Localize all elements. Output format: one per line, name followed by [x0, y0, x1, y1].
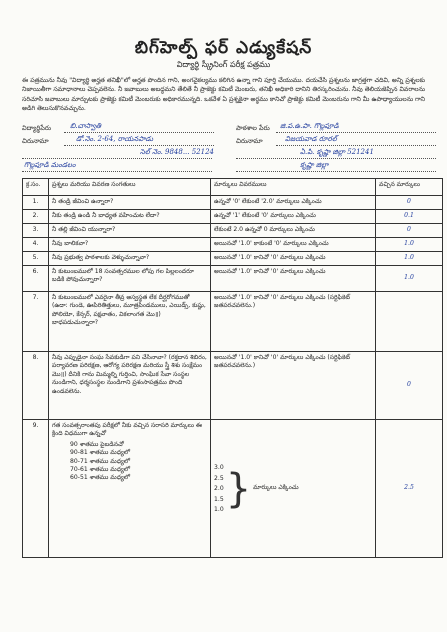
table-row [23, 292, 443, 352]
row-number: 3. [23, 224, 49, 238]
row-marks-detail: అయినచో '1.0' కాకుంటే '0' మార్కులు ఎక్కించు [211, 238, 376, 252]
grade-band-range: 70-61 శాతము మధ్యలో [70, 466, 131, 474]
header-score: వచ్చిన మార్కులు [376, 179, 443, 196]
table-row [23, 420, 443, 558]
address-underline [64, 145, 214, 146]
address2-label: చిరునామా [236, 137, 263, 145]
row-number: 9. [23, 420, 49, 558]
row-marks-detail-grades [211, 420, 376, 558]
table-row [23, 210, 443, 224]
address-line4-underline [22, 171, 212, 172]
grade-band-marks: 1.5 [214, 495, 224, 503]
row-question: నీ కుటుంబములో ఎవరైనా తీవ్ర అస్వస్థత లేక దీర్ఘరోగముతో (ఉదా: గుండె, ఊపిరితిత్తులు, మూత్రపిండములు, ఎయిడ్స్, కుష్టు, పోలియో, కేన్సర్, పక్షవాతం, వికలాంగత మొ॥) బాధపడుచున్నారా? [49, 292, 211, 352]
grade-band-range: 90 శాతము పైబడినచో [70, 440, 124, 448]
table-row [23, 352, 443, 420]
name-label: విద్యార్థిపేరు [22, 124, 51, 132]
row-number: 8. [23, 352, 49, 420]
row-question: నీవు బాలికవా? [49, 238, 211, 252]
address-line3-left: సెల్ నెం. 9848... 52124 [140, 148, 214, 156]
table-row [23, 196, 443, 210]
row-score[interactable] [376, 292, 443, 352]
row-marks-detail: లేకుంటే 2.0 ఉన్నచో 0 మార్కులు ఎక్కించు [211, 224, 376, 238]
grade-band-marks: 2.5 [214, 474, 224, 482]
row-number: 6. [23, 266, 49, 292]
address2-underline [276, 145, 436, 146]
grade-scale [214, 462, 372, 514]
row-question: నీవు ప్రభుత్వ పాఠశాలకు వెళ్ళుచున్నావా? [49, 252, 211, 266]
form-subtitle: విద్యార్థి స్క్రీనింగ్ పరీక్ష పత్రము [176, 60, 271, 69]
row-marks-detail: అయినచో '1.0' కానిచో '0' మార్కులు ఎక్కించు (సర్టిఫికెట్ జతపరచవలెను.) [211, 292, 376, 352]
form-title: బిగ్‌హెల్ప్ ఫర్ ఎడ్యుకేషన్ [134, 38, 313, 58]
row-number: 7. [23, 292, 49, 352]
row-question: నీ కుటుంబములో 18 సంవత్సరముల లోపు గల పిల్లలందరూ బడికి పోవుచున్నారా? [49, 266, 211, 292]
row-question: నీ తండ్రి జీవించి ఉన్నారా? [49, 196, 211, 210]
address-line3b-underline [236, 158, 436, 159]
header-serial: క్ర.సం. [23, 179, 49, 196]
address-line3-right: ఏ.పి. కృష్ణా జిల్లా 521241 [300, 148, 374, 156]
address-line4b-underline [236, 171, 436, 172]
row-score[interactable]: 0 [376, 352, 443, 420]
instructions-paragraph: ఈ పత్రమును నీవు "విద్యార్థి అర్హత తనిఖీ"లో అర్హత పొందిన గాని, అంగవైకల్యము కలిగిన ఉన్నా గాని పూర్తి చేయుము. దయచేసి ప్రశ్నలను జాగ్రత్తగా చదివి, అన్ని ప్రశ్నలకు నిజాయితీగా సమాధానాలు చెప్పవలెను. నీ జవాబులు అబద్ధమని తేలితే నీ ప్రాజెక్టు కమిటీ మెంబరు, తనిఖీ అధికారి దానిని తిరస్కరించును. నీవు తెలియజెప్పిన వివరాలను సరిచూసి జవాబులు మార్చుటకు ప్రాజెక్టు కమిటీ మెంబరుకు అధికారమున్నది. ఒకవేళ ఏ ప్రశ్నకైనా అర్థము కానిచో ప్రాజెక్టు కమిటీ మెంబరును గాని మీ ఉపాధ్యాయులను గాని అడిగి తెలుసుకొనవచ్చును. [22, 77, 425, 112]
screening-table [22, 178, 443, 558]
row-marks-detail: అయినచో '1.0' కానిచో '0' మార్కులు ఎక్కించు [211, 252, 376, 266]
address-line4-left: గొల్లపూడి మండలం [24, 161, 76, 169]
name-value: బి.చాస్వాతి [70, 122, 102, 130]
brace-symbol: } [225, 465, 252, 512]
row-marks-detail: అయినచో '1.0' కానిచో '0' మార్కులు ఎక్కించు [211, 266, 376, 292]
row-score[interactable]: 0 [376, 196, 443, 210]
row-number: 1. [23, 196, 49, 210]
header-question: ప్రశ్నలు మరియు వివరణ సంగతులు [49, 179, 211, 196]
row-score[interactable]: 1.0 [376, 266, 443, 292]
address-value: డో.నెం. 2-64, రాయనపాడు [76, 135, 154, 143]
grade-band-range: 90-81 శాతము మధ్యలో [70, 449, 131, 457]
table-header-row [23, 179, 443, 196]
row-number: 2. [23, 210, 49, 224]
address-line4-right: కృష్ణా జిల్లా [300, 161, 329, 169]
grade-band-range: 80-71 శాతము మధ్యలో [70, 457, 131, 465]
grade-band-marks: 1.0 [214, 506, 224, 514]
row-marks-detail: ఉన్నచో '0' లేకుంటే '2.0' మార్కులు ఎక్కించు [211, 196, 376, 210]
table-row [23, 252, 443, 266]
name-underline [64, 132, 214, 133]
table-row [23, 238, 443, 252]
row-score[interactable]: 2.5 [376, 420, 443, 558]
table-row [23, 266, 443, 292]
row-question: గత సంవత్సరాంతపు పరీక్షలో నీకు వచ్చిన సరాసరి మార్కులు ఈ క్రింది విధముగా ఉన్నచో [52, 422, 202, 438]
row-score[interactable]: 0.1 [376, 210, 443, 224]
row-score[interactable]: 1.0 [376, 252, 443, 266]
grade-band-list [52, 441, 207, 483]
school-value: జి.ప.ఉ.పా. గొల్లపూడి [280, 122, 339, 130]
table-row [23, 224, 443, 238]
row-marks-detail: మార్కులు ఎక్కించు [253, 484, 299, 492]
row-question: నీకు తండ్రి ఉండి నీ బాధ్యత వహించుట లేదా? [49, 210, 211, 224]
address-label: చిరునామా [22, 137, 49, 145]
school-underline [276, 132, 436, 133]
row-question-grades [49, 420, 211, 558]
grade-band-range: 60-51 శాతము మధ్యలో [70, 474, 131, 482]
row-question: నీవు ఎప్పుడైనా సంఘ సేవకుడిగా పని చేసినావా? (రక్తదాన శిబిరం, పర్యావరణ పరిరక్షణ, ఆరోగ్య పరిరక్షణ మరియు స్త్రీ శిశు సంక్షేమం మొ॥) దీనికి గాను మిమ్మల్ని గుర్తించి, సాంఘిక సేవా సంస్థల నుండిగాని, ధర్మసంస్థల నుండిగాని ప్రశంసాపత్రము పొంది ఉండవలెను. [49, 352, 211, 420]
grade-scale-values [214, 462, 224, 514]
row-score[interactable]: 0 [376, 224, 443, 238]
grade-band-marks: 3.0 [214, 464, 224, 472]
grade-band-marks: 2.0 [214, 485, 224, 493]
row-marks-detail: ఉన్నచో '1' లేకుంటే '0' మార్కులు ఎక్కించు [211, 210, 376, 224]
row-number: 5. [23, 252, 49, 266]
row-number: 4. [23, 238, 49, 252]
row-score[interactable]: 1.0 [376, 238, 443, 252]
address-line3-underline [22, 158, 212, 159]
row-question: నీ తల్లి జీవించి యున్నారా? [49, 224, 211, 238]
school-label: పాఠశాల పేరు [236, 124, 270, 132]
address2-value: విజయవాడ రూరల్ [285, 135, 337, 143]
header-marks-detail: మార్కులు వివరములు [211, 179, 376, 196]
row-marks-detail: అయినచో '1.0' కానిచో '0' మార్కులు ఎక్కించు (సర్టిఫికెట్ జతపరచవలెను.) [211, 352, 376, 420]
